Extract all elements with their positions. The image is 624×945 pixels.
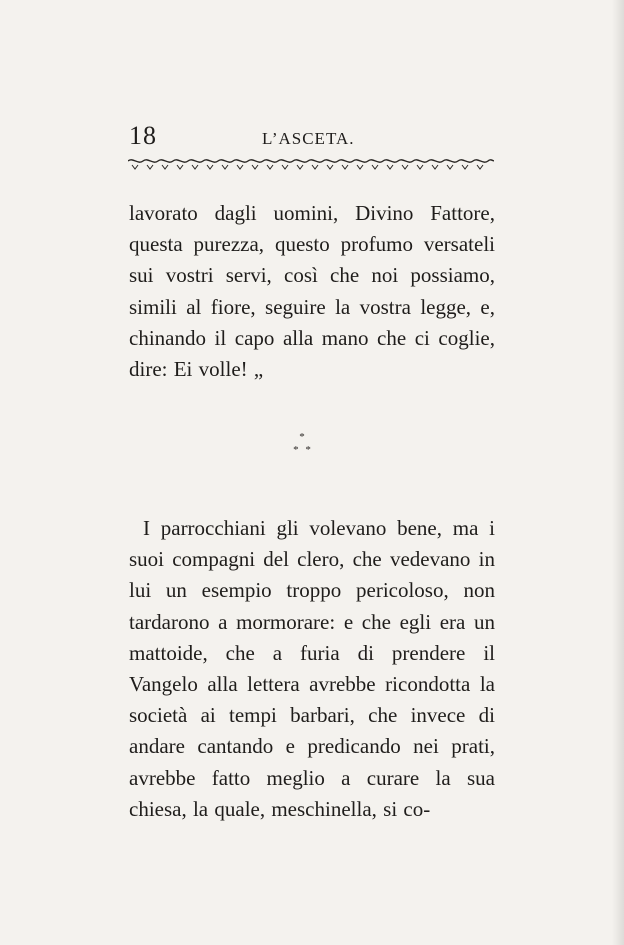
asterism-bottom: * * [293, 444, 311, 456]
paragraph-main: I parrocchiani gli volevano bene, ma i suoi compagni del clero, che vedevano in lui un esempio troppo pericoloso, non tardarono a mormorare: e che egli era un mattoide, che a furia di prendere il Vangelo alla lettera avrebbe ricondotta la società ai tempi barbari, che invece di andare cantando e predicando nei prati, avrebbe fatto meglio a curare la sua chiesa, la quale, meschinella, si co- [129, 516, 495, 821]
running-title: L’ASCETA. [262, 129, 355, 148]
page-number: 18 [129, 121, 157, 150]
paragraph-continuation: lavorato dagli uomini, Divino Fattore, questa purezza, questo profumo versateli sui vostri servi, così che noi possiamo, simili al fiore, seguire la vostra legge, e, chinando il capo alla mano che ci coglie, dire: Ei volle! „ [129, 201, 495, 382]
decorative-rule-icon [128, 155, 494, 171]
asterism-separator [282, 432, 322, 466]
asterism-top: * [299, 431, 305, 443]
page-edge-shadow [612, 0, 624, 945]
